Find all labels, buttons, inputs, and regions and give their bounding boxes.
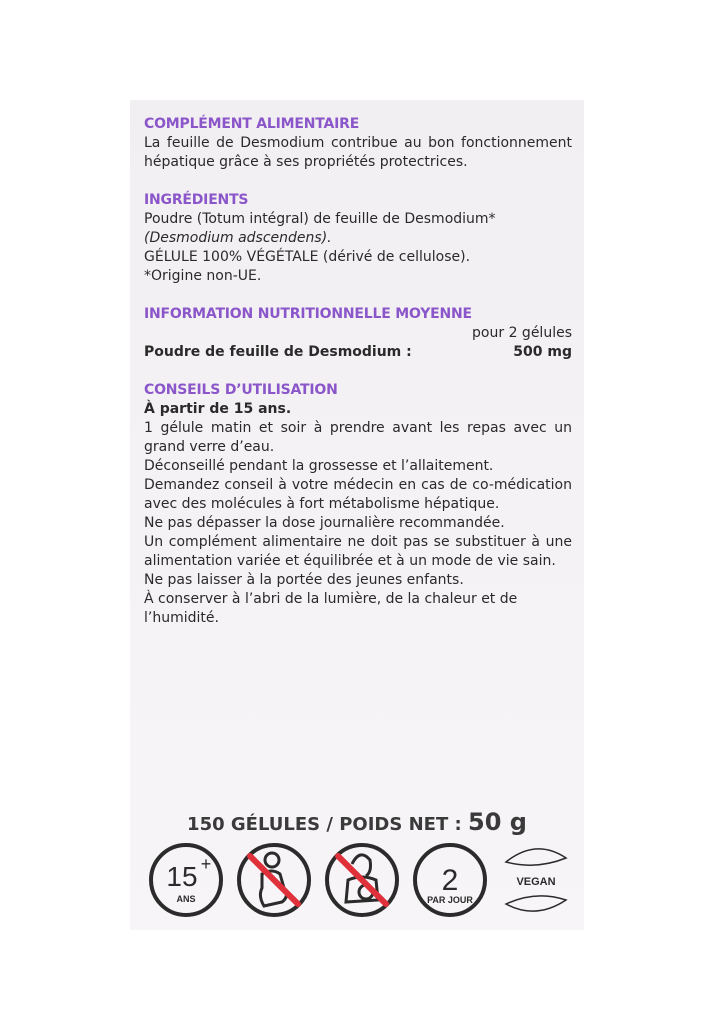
age-plus-text: + <box>200 854 212 874</box>
heading-nutrition: INFORMATION NUTRITIONNELLE MOYENNE <box>144 306 472 322</box>
nutrition-row <box>144 343 572 362</box>
conseils-p3: Demandez conseil à votre médecin en cas de co-médication avec des molécules à fort métabolisme hépatique. <box>144 477 572 512</box>
ingredients-line-3: GÉLULE 100% VÉGÉTALE (dérivé de cellulose). <box>144 249 471 265</box>
ingredients-line-4: *Origine non-UE. <box>144 268 262 284</box>
capsule-count: 150 GÉLULES / POIDS NET : <box>187 814 462 835</box>
dose-sub-text: PAR JOUR <box>427 895 473 905</box>
section-conseils <box>144 380 572 628</box>
nutrition-item: Poudre de feuille de Desmodium : <box>144 344 412 360</box>
dose-main-text: 2 <box>441 864 459 897</box>
complement-text: La feuille de Desmodium contribue au bon fonctionnement hépatique grâce à ses propriétés protectrices. <box>144 135 572 170</box>
vegan-icon <box>496 840 578 920</box>
heading-conseils: CONSEILS D’UTILISATION <box>144 382 338 398</box>
conseils-p5: Un complément alimentaire ne doit pas se substituer à une alimentation variée et équilibrée et à un mode de vie sain. <box>144 534 572 569</box>
label-content <box>144 114 572 636</box>
heading-complement: COMPLÉMENT ALIMENTAIRE <box>144 116 360 132</box>
heading-ingredients: INGRÉDIENTS <box>144 192 249 208</box>
net-weight-line <box>130 808 584 836</box>
dose-2-per-day-icon <box>410 840 492 920</box>
age-main-text: 15 <box>166 861 198 892</box>
nutrition-amount: 500 mg <box>513 344 572 360</box>
conseils-p6: Ne pas laisser à la portée des jeunes enfants. <box>144 572 464 588</box>
ingredients-line-2: (Desmodium adscendens). <box>144 230 332 246</box>
vegan-text: VEGAN <box>516 876 556 888</box>
section-nutrition <box>144 304 572 362</box>
conseils-p1: 1 gélule matin et soir à prendre avant les repas avec un grand verre d’eau. <box>144 420 572 455</box>
product-label-panel <box>130 100 584 930</box>
ingredients-line-1: Poudre (Totum intégral) de feuille de Desmodium* <box>144 211 496 227</box>
age-sub-text: ANS <box>176 894 196 904</box>
section-complement <box>144 114 572 172</box>
no-breastfeeding-icon <box>322 840 404 920</box>
no-pregnant-icon <box>234 840 316 920</box>
age-15-icon <box>146 840 228 920</box>
conseils-p7: À conserver à l’abri de la lumière, de la chaleur et de l’humidité. <box>144 591 518 626</box>
conseils-age: À partir de 15 ans. <box>144 401 292 417</box>
nutrition-per-serving: pour 2 gélules <box>472 325 572 341</box>
section-ingredients <box>144 190 572 286</box>
pictogram-row <box>146 840 576 920</box>
conseils-p4: Ne pas dépasser la dose journalière recommandée. <box>144 515 505 531</box>
conseils-p2: Déconseillé pendant la grossesse et l’allaitement. <box>144 458 494 474</box>
net-weight: 50 g <box>468 808 527 836</box>
